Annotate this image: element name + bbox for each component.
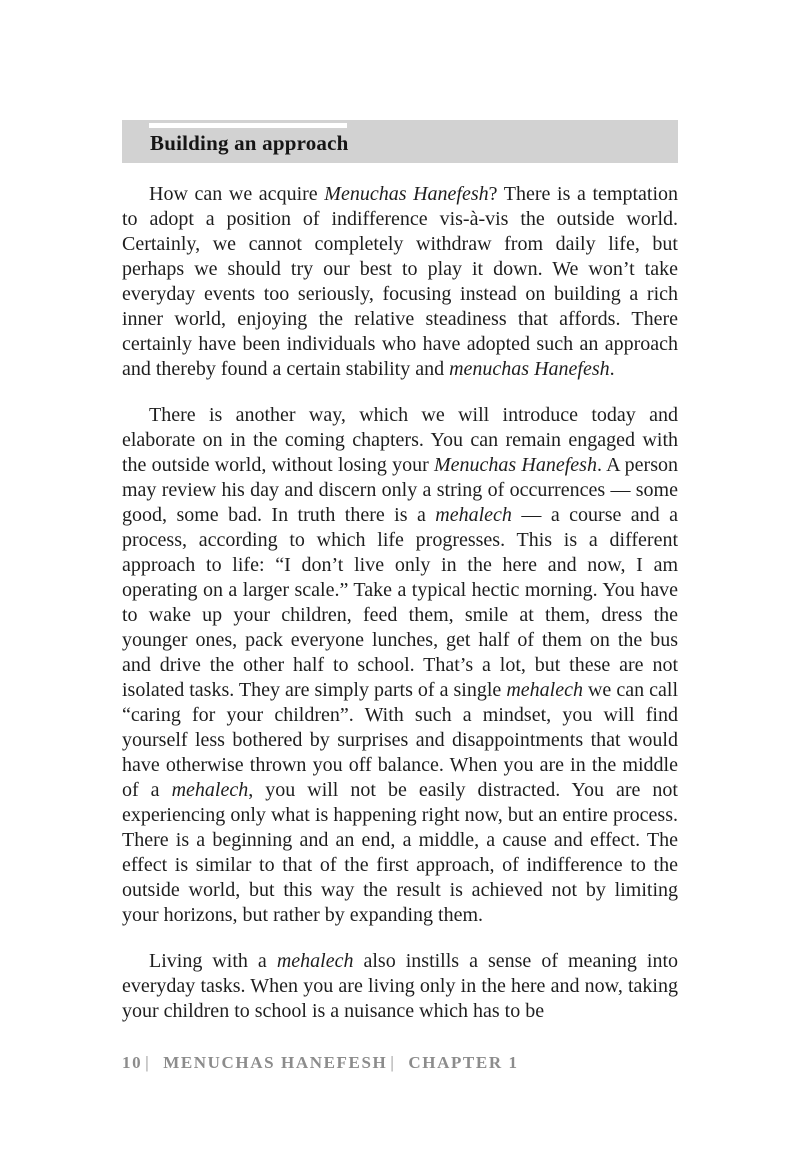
text-run: There is another way, which we will introduce today and elaborate on in the coming chapters. You can remain engaged with the outside world, without losing your: [122, 404, 678, 476]
text-run: we can call “caring for your children”. With such a mindset, you will find yourself less bothered by surprises and disappointments that would have otherwise thrown you off balance. When you are in the middle of a: [122, 679, 678, 801]
page-footer: [122, 1053, 519, 1073]
footer-book-title: MENUCHAS HANEFESH: [163, 1053, 388, 1072]
text-run: . A person may review his day and discern only a string of occurrences — some good, some bad. In truth there is a: [122, 454, 679, 526]
italic-term: mehalech: [506, 679, 583, 701]
text-run: ? There is a temptation to adopt a position of indifference vis-à-vis the outside world. Certainly, we cannot completely withdraw from daily life, but perhaps we should try our best to play it down. We won’t take everyday events too seriously, focusing instead on building a rich inner world, enjoying the relative steadiness that affords. There certainly have been individuals who have adopted such an approach and thereby found a certain stability and: [122, 183, 679, 380]
text-run: Living with a: [149, 950, 277, 972]
paragraph: [122, 403, 678, 928]
italic-term: mehalech: [171, 779, 249, 801]
paragraph: [122, 949, 678, 1024]
text-run: — a course and a process, according to which life progresses. This is a different approach to life: “I don’t live only in the here and now, I am operating on a larger scale.” Take a typical hectic morning. You have to wake up your children, feed them, smile at them, dress the younger ones, pack everyone lunches, get half of them on the bus and drive the other half to school. That’s a lot, but these are not isolated tasks. They are simply parts of a single: [122, 504, 679, 701]
header-accent-rule: [149, 123, 347, 128]
footer-separator: |: [145, 1053, 151, 1072]
italic-term: Menuchas Hanefesh: [324, 183, 489, 205]
italic-term: mehalech: [276, 950, 354, 972]
paragraph: [122, 182, 678, 382]
page-content: [122, 120, 678, 1024]
italic-term: menuchas Hanefesh: [449, 358, 610, 380]
text-run: , you will not be easily distracted. You are not experiencing only what is happening right now, but an entire process. There is a beginning and an end, a middle, a cause and effect. The effect is similar to that of the first approach, of indifference to the outside world, but this way the result is achieved not by limiting your horizons, but rather by expanding them.: [122, 779, 678, 926]
section-header: [122, 120, 678, 163]
italic-term: mehalech: [435, 504, 512, 526]
italic-term: Menuchas Hanefesh: [433, 454, 597, 476]
text-run: How can we acquire: [149, 183, 325, 205]
page-number: 10: [122, 1053, 143, 1072]
text-run: also instills a sense of meaning into everyday tasks. When you are living only in the here and now, taking your children to school is a nuisance which has to be: [122, 950, 679, 1022]
text-run: .: [609, 358, 615, 380]
section-title: Building an approach: [150, 131, 349, 155]
body-text: [122, 182, 678, 1024]
footer-chapter: CHAPTER 1: [408, 1053, 519, 1072]
footer-separator: |: [390, 1053, 396, 1072]
